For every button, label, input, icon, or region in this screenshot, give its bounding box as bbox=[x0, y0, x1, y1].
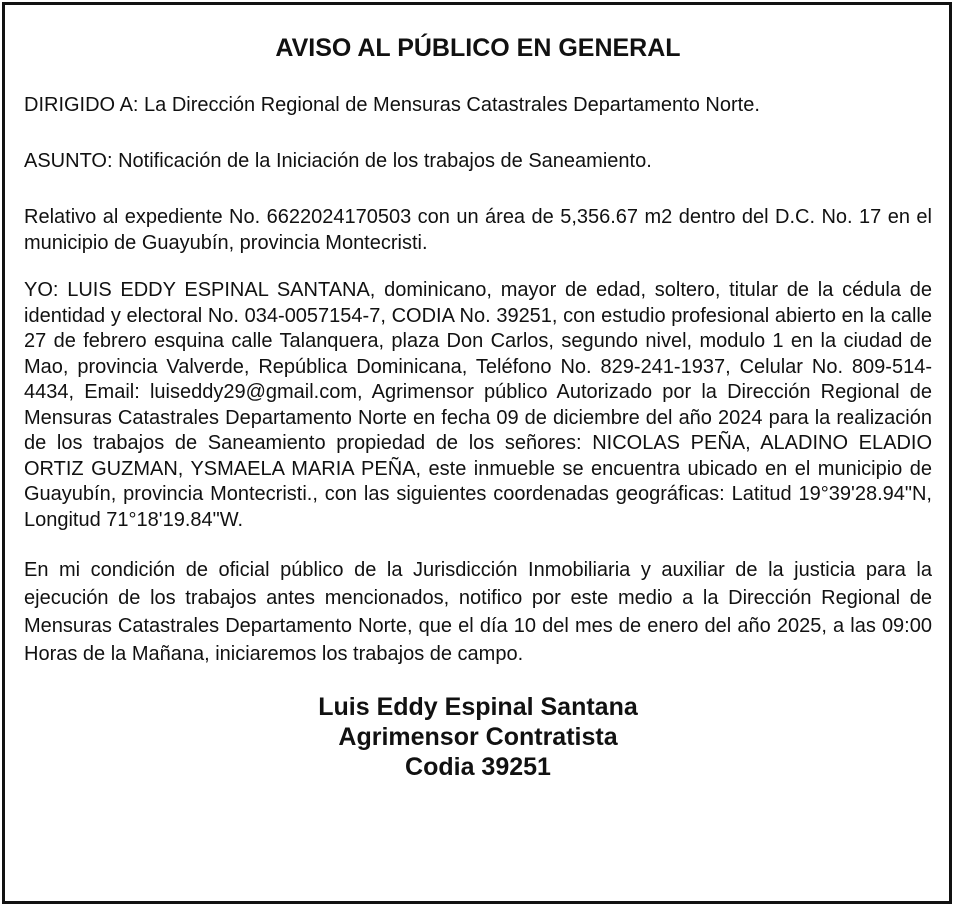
surveyor-statement-paragraph: YO: LUIS EDDY ESPINAL SANTANA, dominicano, mayor de edad, soltero, titular de la cédula de identidad y electoral No. 034-0057154-7, CODIA No. 39251, con estudio profesional abierto en la calle 27 de febrero esquina calle Talanquera, plaza Don Carlos, segundo nivel, modulo 1 en la ciudad de Mao, provincia Valverde, República Dominicana, Teléfono No. 829-241-1937, Celular No. 809-514-4434, Email: luiseddy29@gmail.com, Agrimensor público Autorizado por la Dirección Regional de Mensuras Catastrales Departamento Norte en fecha 09 de diciembre del año 2024 para la realización de los trabajos de Saneamiento propiedad de los señores: NICOLAS PEÑA, ALADINO ELADIO ORTIZ GUZMAN, YSMAELA MARIA PEÑA, este inmueble se encuentra ubicado en el municipio de Guayubín, provincia Montecristi., con las siguientes coordenadas geográficas: Latitud 19°39'28.94"N, Longitud 71°18'19.84"W. bbox=[24, 279, 932, 531]
signature-block bbox=[24, 692, 932, 782]
file-reference-paragraph: Relativo al expediente No. 6622024170503 con un área de 5,356.67 m2 dentro del D.C. No. 17 en el municipio de Guayubín, provincia Montecristi. bbox=[24, 206, 932, 254]
signature-name: Luis Eddy Espinal Santana bbox=[318, 693, 638, 721]
notice-border bbox=[2, 2, 952, 904]
notice-title: AVISO AL PÚBLICO EN GENERAL bbox=[275, 34, 681, 62]
notification-paragraph: En mi condición de oficial público de la Jurisdicción Inmobiliaria y auxiliar de la justicia para la ejecución de los trabajos antes mencionados, notifico por este medio a la Dirección Regional de Mensuras Catastrales Departamento Norte, que el día 10 del mes de enero del año 2025, a las 09:00 Horas de la Mañana, iniciaremos los trabajos de campo. bbox=[24, 559, 932, 665]
notice-content bbox=[24, 5, 932, 782]
signature-codia: Codia 39251 bbox=[405, 753, 551, 781]
addressee-paragraph: DIRIGIDO A: La Dirección Regional de Mensuras Catastrales Departamento Norte. bbox=[24, 94, 760, 116]
signature-role: Agrimensor Contratista bbox=[338, 723, 618, 751]
subject-paragraph: ASUNTO: Notificación de la Iniciación de los trabajos de Saneamiento. bbox=[24, 150, 652, 172]
